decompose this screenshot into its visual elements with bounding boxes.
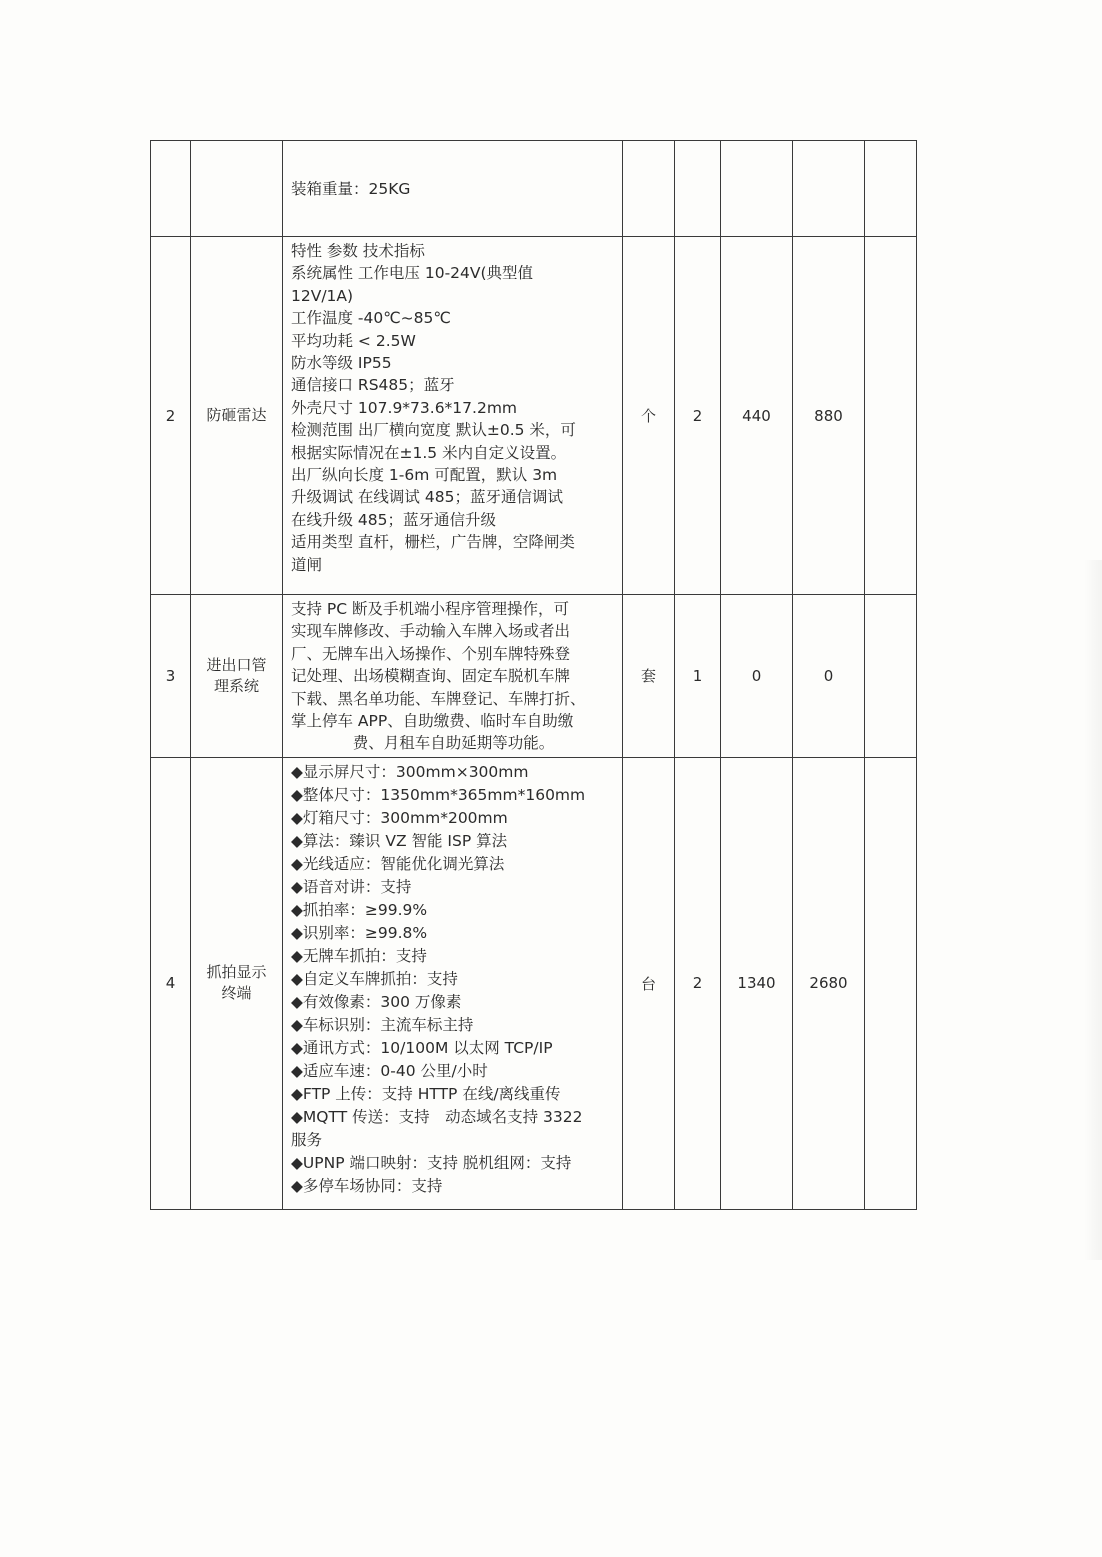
spec-line: ◆抓拍率：≥99.9%: [291, 900, 428, 919]
item-unit-price: 1340: [721, 757, 793, 1209]
spec-line: 出厂纵向长度 1-6m 可配置，默认 3m: [291, 466, 558, 485]
item-name: [191, 757, 283, 1209]
spec-line: 外壳尺寸 107.9*73.6*17.2mm: [291, 398, 518, 417]
spec-line: 适用类型 直杆，栅栏，广告牌，空降闸类: [291, 533, 575, 552]
item-total: 880: [793, 237, 865, 595]
item-name: [191, 141, 283, 237]
spec-line: 掌上停车 APP、自助缴费、临时车自助缴: [291, 712, 574, 731]
equipment-spec-table: [150, 140, 917, 1210]
row-number: 4: [151, 757, 191, 1209]
spec-line: ◆语音对讲：支持: [291, 877, 412, 896]
spec-line: ◆通讯方式：10/100M 以太网 TCP/IP: [291, 1038, 553, 1057]
item-total: 2680: [793, 757, 865, 1209]
spec-line: ◆适应车速：0-40 公里/小时: [291, 1061, 488, 1080]
spec-line: ◆车标识别：主流车标主持: [291, 1015, 474, 1034]
spec-line: ◆整体尺寸：1350mm*365mm*160mm: [291, 785, 586, 804]
spec-line: 工作温度 -40℃~85℃: [291, 309, 451, 328]
item-name-line: 理系统: [213, 676, 259, 695]
spec-line: ◆多停车场协同：支持: [291, 1176, 443, 1195]
table-row: [151, 141, 917, 237]
spec-line: 防水等级 IP55: [291, 354, 392, 373]
spec-line: ◆MQTT 传送：支持 动态域名支持 3322: [291, 1107, 583, 1126]
spec-line: ◆显示屏尺寸：300mm×300mm: [291, 762, 529, 781]
item-note: [865, 237, 917, 595]
item-spec: [283, 237, 623, 595]
spec-line: 升级调试 在线调试 485；蓝牙通信调试: [291, 488, 563, 507]
item-note: [865, 595, 917, 758]
spec-line: ◆FTP 上传：支持 HTTP 在线/离线重传: [291, 1084, 561, 1103]
spec-line: 通信接口 RS485；蓝牙: [291, 376, 455, 395]
item-quantity: 2: [675, 237, 721, 595]
spec-line: 费、月租车自助延期等功能。: [352, 734, 555, 753]
item-unit: 个: [623, 237, 675, 595]
item-quantity: [675, 141, 721, 237]
item-quantity: 2: [675, 757, 721, 1209]
spec-line: ◆自定义车牌抓拍：支持: [291, 969, 458, 988]
spec-line: 实现车牌修改、手动输入车牌入场或者出: [291, 622, 571, 641]
item-name: [191, 595, 283, 758]
spec-line: ◆有效像素：300 万像素: [291, 992, 462, 1011]
spec-line: 装箱重量：25KG: [291, 179, 411, 198]
item-name-line: 抓拍显示: [206, 963, 267, 982]
item-spec: [283, 757, 623, 1209]
row-number: 2: [151, 237, 191, 595]
item-name-line: 终端: [221, 984, 252, 1003]
table-row: [151, 595, 917, 758]
spec-line: 服务: [291, 1130, 323, 1149]
spec-line: 道闸: [291, 555, 323, 574]
spec-line: ◆算法：臻识 VZ 智能 ISP 算法: [291, 831, 508, 850]
spec-line: 平均功耗 < 2.5W: [291, 331, 416, 350]
spec-line: 检测范围 出厂横向宽度 默认±0.5 米，可: [291, 421, 576, 440]
row-number: [151, 141, 191, 237]
item-unit: [623, 141, 675, 237]
spec-line: 12V/1A): [291, 286, 354, 305]
item-quantity: 1: [675, 595, 721, 758]
row-number: 3: [151, 595, 191, 758]
item-name: 防砸雷达: [191, 237, 283, 595]
item-unit: 套: [623, 595, 675, 758]
item-unit: 台: [623, 757, 675, 1209]
item-note: [865, 141, 917, 237]
spec-line: 系统属性 工作电压 10-24V(典型值: [291, 264, 534, 283]
table-row: [151, 757, 917, 1209]
spec-line: 记处理、出场模糊查询、固定车脱机车牌: [291, 667, 571, 686]
spec-line: ◆UPNP 端口映射：支持 脱机组网：支持: [291, 1153, 572, 1172]
item-unit-price: 0: [721, 595, 793, 758]
item-name-line: 进出口管: [206, 655, 267, 674]
item-total: 0: [793, 595, 865, 758]
spec-line: ◆识别率：≥99.8%: [291, 923, 428, 942]
item-unit-price: [721, 141, 793, 237]
table-row: [151, 237, 917, 595]
spec-line: ◆无牌车抓拍：支持: [291, 946, 427, 965]
item-unit-price: 440: [721, 237, 793, 595]
scan-edge-shadow: [1084, 560, 1102, 1260]
spec-line: 下载、黑名单功能、车牌登记、车牌打折、: [291, 689, 586, 708]
spec-line: 特性 参数 技术指标: [291, 242, 425, 260]
spec-line: 根据实际情况在±1.5 米内自定义设置。: [291, 443, 567, 462]
item-note: [865, 757, 917, 1209]
spec-line: ◆灯箱尺寸：300mm*200mm: [291, 808, 508, 827]
item-total: [793, 141, 865, 237]
spec-line: 在线升级 485；蓝牙通信升级: [291, 510, 497, 529]
spec-line: ◆光线适应：智能优化调光算法: [291, 854, 505, 873]
item-spec: [283, 595, 623, 758]
spec-line: 厂、无牌车出入场操作、个别车牌特殊登: [291, 644, 571, 663]
spec-line: 支持 PC 断及手机端小程序管理操作，可: [291, 600, 570, 618]
item-spec: [283, 141, 623, 237]
